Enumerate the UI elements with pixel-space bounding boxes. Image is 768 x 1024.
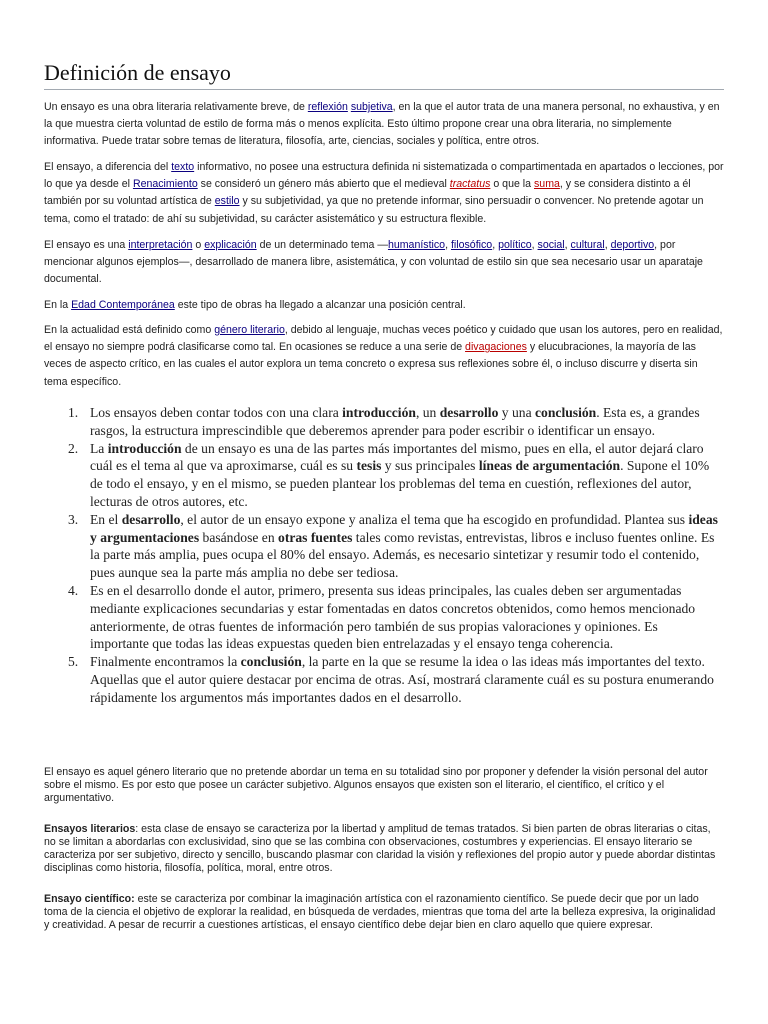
paragraph-scientific-essay	[44, 893, 720, 932]
link-politico[interactable]: político	[498, 239, 532, 251]
link-subjetiva[interactable]: subjetiva	[350, 101, 393, 113]
text-run: o que la	[490, 178, 534, 191]
link-renacimiento[interactable]: Renacimiento	[132, 178, 198, 191]
text-run: este se caracteriza por combinar la imaginación artística con el razonamiento científico. Se puede decir que por un lado toma de la ciencia el objetivo de explorar la realidad, en búsqueda de verdades, mientras que toma del arte la belleza expresiva, la originalidad y creatividad. A pesar de recurrir a cuestiones artísticas, el ensayo científico debe dejar bien en claro aquello que quiere expresar.	[44, 893, 716, 931]
bold-term: desarrollo	[439, 405, 499, 420]
text-run: En la	[44, 299, 72, 311]
link-deportivo[interactable]: deportivo	[610, 239, 655, 251]
text-run: , en la que el autor trata de una manera personal, no exhaustiva, y en la que muestra cierta voluntad de estilo de forma más o menos explícita. Esto último propone crear una obra literaria, no simplemente informativa. Puede tratar sobre temas de literatura, filosofía, arte, ciencias, sociales y política, entre otros.	[44, 101, 720, 148]
text-run: y una	[498, 405, 536, 420]
text-run: ,	[604, 239, 611, 251]
link-cultural[interactable]: cultural	[570, 239, 605, 251]
list-number: 3.	[68, 511, 79, 527]
bold-term: otras fuentes	[278, 529, 353, 545]
text-run: En el	[90, 511, 122, 527]
bold-term: desarrollo	[121, 511, 181, 527]
paragraph-differences	[44, 159, 724, 228]
link-estilo[interactable]: estilo	[214, 195, 240, 208]
text-run: este tipo de obras ha llegado a alcanzar una posición central.	[174, 299, 466, 311]
text-run: Es en el desarrollo donde el autor, primero, presenta sus ideas principales, las cuales deben ser argumentadas mediante explicaciones secundarias y estar fomentadas en datos concretos obtenidos, como hemos mencionado anteriormente, de otras fuentes de información pero también de sus propias valoraciones y opiniones. Es importante que todas las ideas expuestas queden bien entrelazadas y el ensayo tenga coherencia.	[90, 582, 696, 652]
bold-term: Ensayos literarios	[44, 823, 136, 835]
bold-term: líneas de argumentación	[478, 458, 621, 474]
text-run: o	[192, 239, 205, 251]
bold-term: conclusión	[535, 405, 597, 420]
link-interpretacion[interactable]: interpretación	[128, 239, 193, 251]
page-title: Definición de ensayo	[44, 60, 724, 90]
text-run: basándose en	[199, 529, 279, 545]
link-edad-contemporanea[interactable]: Edad Contemporánea	[71, 299, 175, 311]
text-run: En la actualidad está definido como	[44, 324, 215, 336]
bold-term: introducción	[107, 440, 182, 456]
text-run: y sus principales	[381, 458, 479, 474]
bold-term: ideas y argumentaciones	[90, 511, 718, 545]
text-run: se consideró un género más abierto que el medieval	[197, 178, 450, 191]
list-item	[44, 440, 720, 511]
text-run: de un ensayo es una de las partes más importantes del mismo, pues en ella, el autor dejará claro cuál es el tema al que va aproximarse, cuál es su	[90, 440, 704, 474]
text-run: , la parte en la que se resume la idea o las ideas más importantes del texto. Aquellas que el autor quiere destacar por encima de otras. Así, mostrará claramente cuál es su postura enumerando rápidamente los argumentos más importantes dados en el desarrollo.	[90, 654, 714, 705]
list-item	[44, 404, 720, 440]
text-run: de un determinado tema —	[256, 239, 388, 251]
link-genero-literario[interactable]: género literario	[214, 324, 285, 336]
text-run: , el autor de un ensayo expone y analiza el tema que ha escogido en profundidad. Plantea sus	[180, 511, 689, 527]
link-texto[interactable]: texto	[171, 161, 195, 173]
link-explicacion[interactable]: explicación	[204, 239, 257, 251]
structure-list	[44, 404, 720, 707]
paragraph-intro	[44, 99, 724, 151]
text-run: , un	[415, 405, 440, 420]
text-run: tales como revistas, entrevistas, libros e incluso fuentes online. Es la parte más amplia, pues ocupa el 80% del ensayo. Además, es necesario sintetizar y resumir todo el contenido, pues aunque sea la parte más amplia no debe ser tediosa.	[90, 529, 715, 581]
text-run: informativo, no posee una estructura definida ni sistematizada o compartimentada en apartados o lecciones, por lo que ya desde el	[44, 161, 724, 191]
text-run: : esta clase de ensayo se caracteriza por la libertad y amplitud de temas tratados. Si bien parten de obras literarias o citas, no se limitan a abordarlas con exclusividad, sino que se las combina con observaciones, costumbres y experiencias. El ensayo literario se caracteriza por ser subjetivo, directo y sencillo, buscando plasmar con claridad la visión y reflexiones del propio autor y puede abordar distintas disciplinas como historia, filosofía, política, moral, entre otros.	[44, 823, 716, 874]
text-run: , por mencionar algunos ejemplos—, desarrollado de manera libre, asistemática, y con voluntad de estilo sin que sea necesario usar un aparataje documental.	[44, 239, 703, 286]
bold-term: conclusión	[240, 654, 302, 670]
list-item	[44, 653, 720, 706]
text-run: Los ensayos deben contar todos con una clara	[90, 405, 343, 420]
bold-term: introducción	[342, 405, 416, 420]
link-divagaciones[interactable]: divagaciones	[465, 341, 527, 354]
text-run: , debido al lenguaje, muchas veces poético y cuidado que usan los autores, pero en realidad, el ensayo no siempre podrá clasificarse como tal. En ocasiones se reduce a una serie de	[44, 324, 723, 354]
text-run: y elucubraciones, la mayoría de las veces de aspecto crítico, en las cuales el autor explora un tema concreto o expresa sus reflexiones sobre él, o incluso discurre y diserta sin tema específico.	[44, 341, 698, 388]
paragraph-interpretation	[44, 237, 724, 289]
paragraph-current	[44, 322, 724, 391]
list-item	[44, 582, 720, 653]
paragraph-contemporary	[44, 297, 724, 314]
list-number: 5.	[68, 654, 79, 670]
link-suma[interactable]: suma	[534, 178, 560, 191]
list-number: 4.	[68, 582, 79, 598]
text-run: ,	[445, 239, 451, 251]
text-run: ,	[564, 239, 571, 251]
list-number: 2.	[68, 440, 79, 456]
text-run: , y se considera distinto a él también por su voluntad artística de	[44, 178, 691, 208]
text-run: ,	[492, 239, 499, 251]
text-run: La	[90, 440, 108, 456]
list-item	[44, 511, 720, 582]
link-tractatus[interactable]: tractatus	[449, 178, 491, 191]
text-run: . Supone el 10% de todo el ensayo, y en el mismo, se pueden plantear los problemas del tema en cuestión, reflexiones del autor, lecturas de otros autores, etc.	[90, 458, 710, 509]
text-run: Un ensayo es una obra literaria relativamente breve, de	[44, 101, 308, 113]
list-number: 1.	[68, 405, 79, 420]
paragraph-genre-summary: El ensayo es aquel género literario que no pretende abordar un tema en su totalidad sino por proponer y defender la visión personal del autor sobre el mismo. Es por esto que posee un carácter subjetivo. Algunos ensayos que existen son el literario, el científico, el crítico y el argumentativo.	[44, 766, 708, 804]
link-filosofico[interactable]: filosófico	[450, 239, 493, 251]
text-run: . Esta es, a grandes rasgos, la estructura imprescindible que deberemos aprender para poder escribir o identificar un ensayo.	[90, 405, 700, 438]
link-reflexion[interactable]: reflexión	[307, 101, 348, 113]
text-run: ,	[531, 239, 538, 251]
text-run: El ensayo, a diferencia del	[44, 161, 172, 173]
bold-term: tesis	[356, 458, 382, 474]
paragraph-literary-essays	[44, 823, 720, 875]
text-run: El ensayo es una	[44, 239, 129, 251]
link-humanistico[interactable]: humanístico	[387, 239, 446, 251]
text-run: y su subjetividad, ya que no pretende informar, sino persuadir o convencer. No pretende agotar un tema, como el tratado: de ahí su subjetividad, su carácter asistemático y su estructura flexible.	[44, 195, 704, 225]
text-run: Finalmente encontramos la	[90, 654, 241, 670]
link-social[interactable]: social	[537, 239, 565, 251]
bold-term: Ensayo científico:	[44, 893, 135, 905]
